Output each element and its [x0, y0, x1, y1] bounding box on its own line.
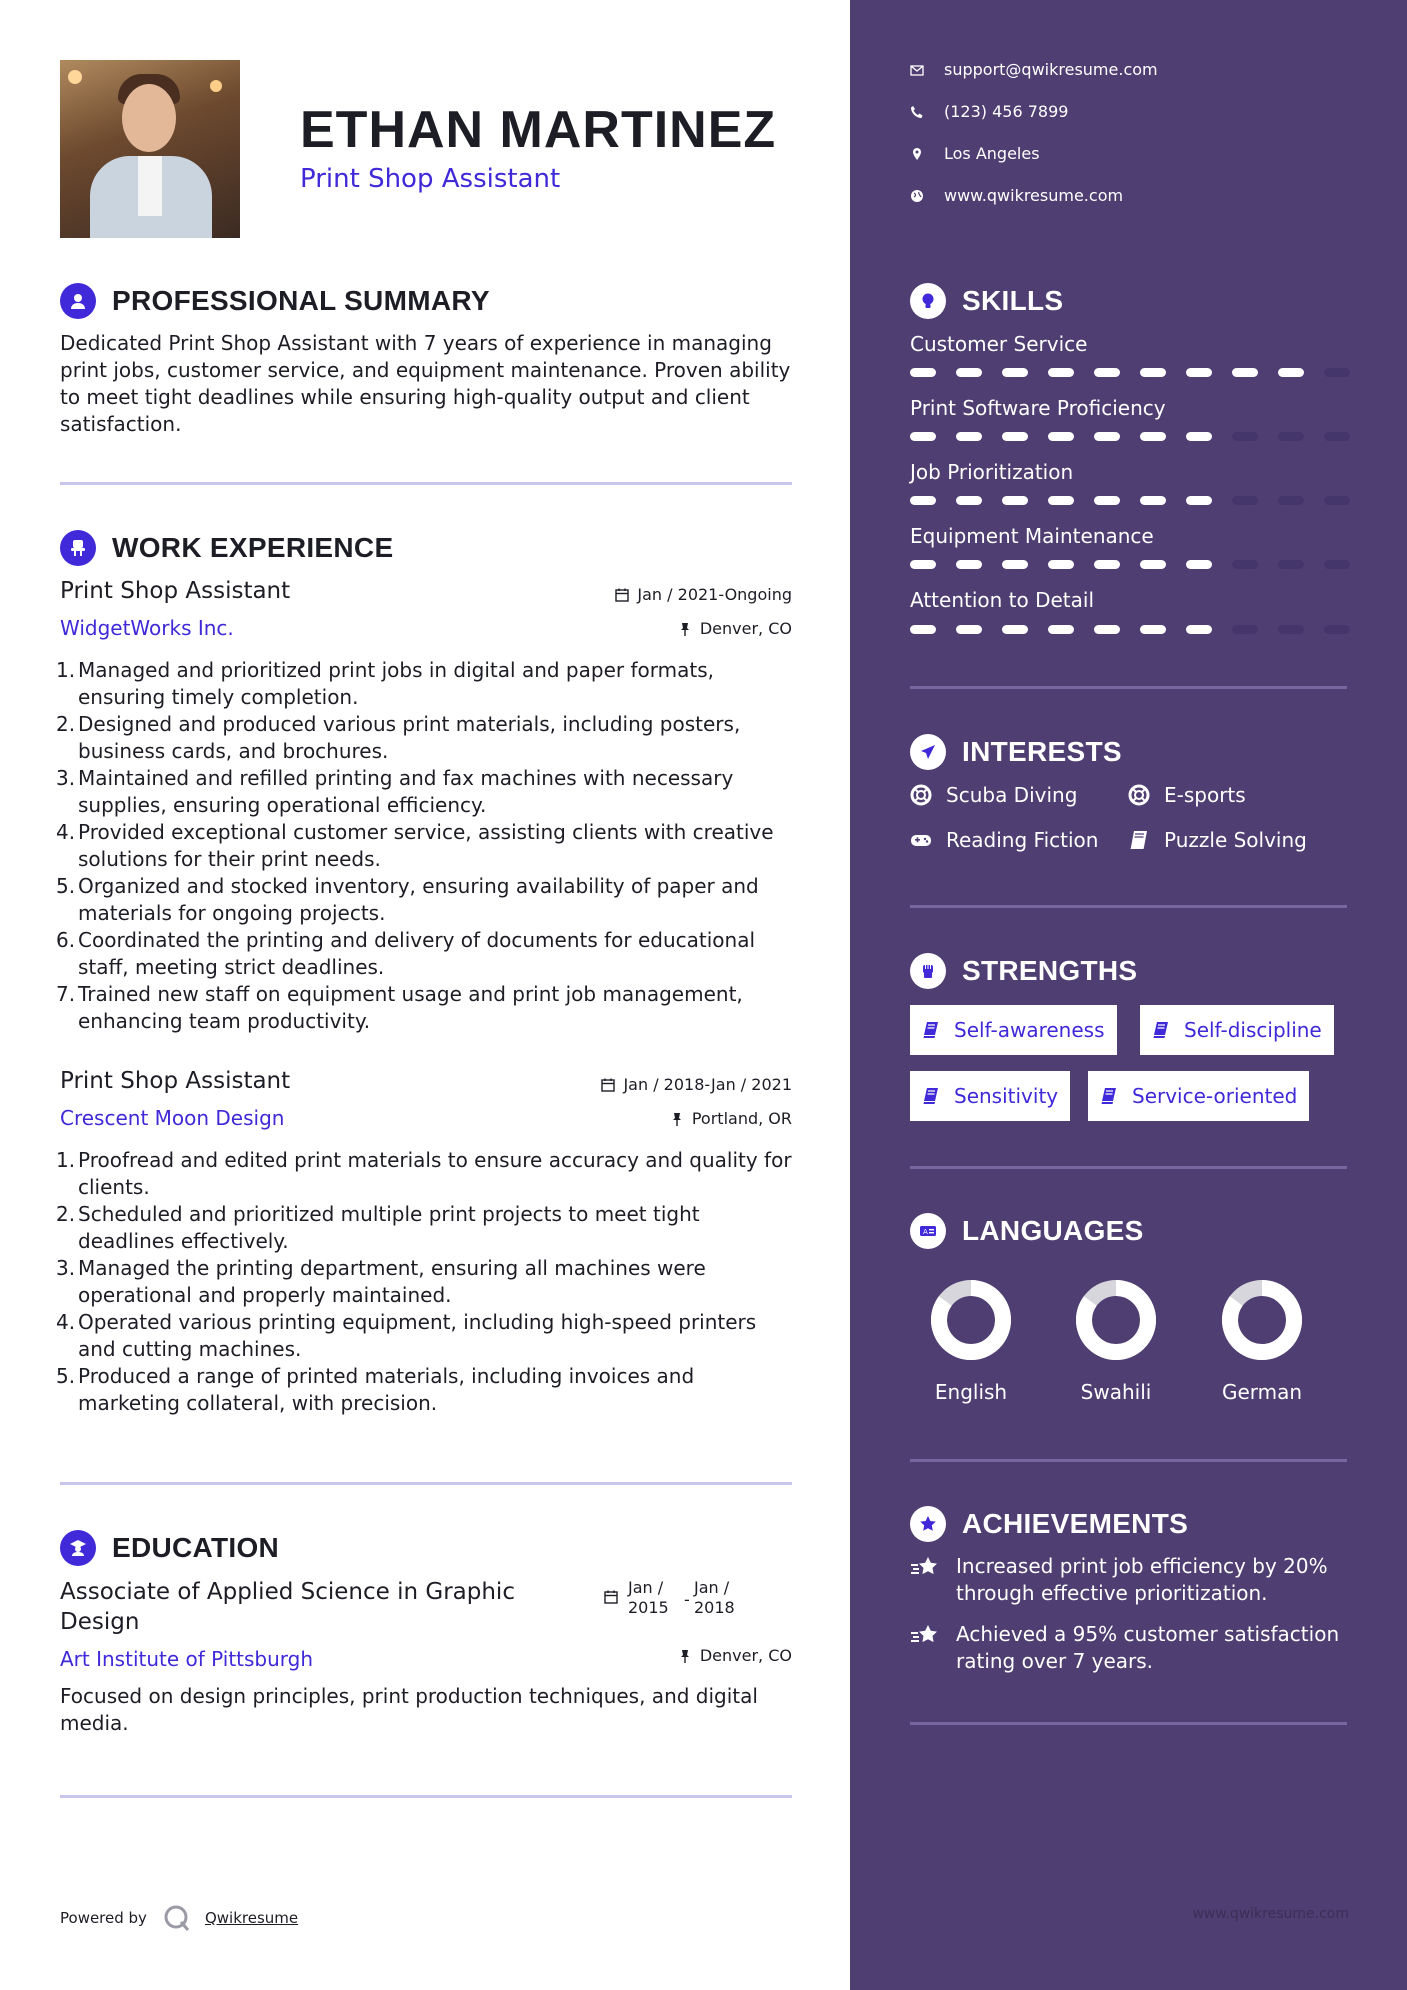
languages-heading: A LANGUAGES — [910, 1213, 1144, 1249]
education-description: Focused on design principles, print production techniques, and digital media. — [60, 1684, 758, 1735]
skill-name: Customer Service — [910, 332, 1088, 356]
summary-text: Dedicated Print Shop Assistant with 7 years of experience in managing print jobs, customer service, and equipment maintenance. Proven ability to meet tight deadlines while ensuring high-quality output and client satisfaction. — [60, 331, 791, 436]
map-pin-icon — [910, 147, 924, 161]
education-heading: EDUCATION — [60, 1530, 279, 1566]
job-duties — [56, 1147, 798, 1417]
strengths-heading: STRENGTHS — [910, 953, 1137, 989]
education-location: Denver, CO — [678, 1646, 792, 1665]
divider — [910, 1459, 1347, 1462]
qwikresume-link[interactable]: Qwikresume — [204, 1909, 299, 1927]
skill-dot-filled — [956, 368, 982, 377]
strength-chip: Sensitivity — [910, 1071, 1070, 1121]
book-icon — [1128, 829, 1150, 851]
skill-dot-filled — [910, 432, 936, 441]
skill-dot-empty — [1278, 496, 1304, 505]
list-item: 1. Managed and prioritized print jobs in digital and paper formats, ensuring timely completion. — [56, 658, 714, 709]
skill-dot-filled — [910, 496, 936, 505]
chair-icon — [60, 530, 96, 566]
skill-dot-filled — [1002, 496, 1028, 505]
list-item: 4. Operated various printing equipment, including high-speed printers and cutting machines. — [56, 1310, 757, 1361]
interest-item: Reading Fiction — [910, 828, 1098, 852]
skill-dot-empty — [1324, 432, 1350, 441]
globe-icon — [910, 189, 924, 203]
skill-dot-filled — [1186, 368, 1212, 377]
skill-dot-filled — [956, 560, 982, 569]
education-date: Jan / 2015 - Jan / 2018 — [604, 1578, 735, 1618]
sidebar — [850, 0, 1407, 1990]
skill-dot-filled — [1002, 560, 1028, 569]
language-level-ring — [929, 1278, 1013, 1362]
job-location: Portland, OR — [670, 1109, 792, 1128]
pin-icon — [678, 622, 692, 636]
lifebuoy-icon — [1128, 784, 1150, 806]
interests-heading: INTERESTS — [910, 734, 1122, 770]
skill-dot-empty — [1232, 496, 1258, 505]
skill-dot-filled — [1140, 432, 1166, 441]
skill-dot-filled — [956, 625, 982, 634]
skill-dot-empty — [1278, 560, 1304, 569]
skill-dot-filled — [1048, 560, 1074, 569]
profile-photo — [60, 60, 240, 238]
list-item: 2. Scheduled and prioritized multiple print projects to meet tight deadlines effectively. — [56, 1202, 700, 1253]
paper-plane-icon — [910, 734, 946, 770]
experience-heading: WORK EXPERIENCE — [60, 530, 393, 566]
calendar-icon — [604, 1590, 618, 1604]
list-item: 6. Coordinated the printing and delivery of documents for educational staff, meeting strict deadlines. — [56, 928, 756, 979]
pin-icon — [670, 1112, 684, 1126]
lightbulb-icon — [910, 283, 946, 319]
star-icon — [910, 1555, 940, 1583]
list-item: 1. Proofread and edited print materials to ensure accuracy and quality for clients. — [56, 1148, 792, 1199]
footer-website[interactable]: www.qwikresume.com — [1192, 1906, 1349, 1922]
strength-chip: Service-oriented — [1088, 1071, 1309, 1121]
user-icon — [60, 283, 96, 319]
candidate-name: ETHAN MARTINEZ — [300, 101, 777, 159]
language-item: Swahili — [1056, 1278, 1176, 1404]
skill-dot-filled — [1094, 368, 1120, 377]
skill-rating — [910, 432, 1350, 441]
translate-icon — [910, 1213, 946, 1249]
skill-dot-filled — [910, 560, 936, 569]
calendar-icon — [615, 588, 629, 602]
summary-heading: PROFESSIONAL SUMMARY — [60, 283, 490, 319]
divider — [910, 1166, 1347, 1169]
skill-dot-filled — [1048, 625, 1074, 634]
contact-website: www.qwikresume.com — [910, 186, 1123, 205]
company-name: Crescent Moon Design — [60, 1106, 285, 1130]
skill-name: Attention to Detail — [910, 588, 1095, 612]
skill-dot-filled — [1002, 625, 1028, 634]
list-item: 3. Maintained and refilled printing and fax machines with necessary supplies, ensuring operational efficiency. — [56, 766, 734, 817]
job-date: Jan / 2021-Ongoing — [615, 585, 792, 604]
skill-dot-filled — [956, 432, 982, 441]
graduate-icon — [60, 1530, 96, 1566]
company-name: WidgetWorks Inc. — [60, 616, 234, 640]
divider — [60, 482, 792, 485]
list-item: 4. Provided exceptional customer service, assisting clients with creative solutions for their print needs. — [56, 820, 774, 871]
skill-rating — [910, 496, 1350, 505]
star-icon — [910, 1623, 940, 1651]
school-name: Art Institute of Pittsburgh — [60, 1647, 314, 1671]
skill-dot-filled — [1002, 432, 1028, 441]
skills-heading: SKILLS — [910, 283, 1063, 319]
skill-dot-empty — [1278, 432, 1304, 441]
divider — [910, 1722, 1347, 1725]
skill-dot-filled — [1278, 368, 1304, 377]
footer-credit: Powered by Qwikresume — [60, 1904, 298, 1932]
job-title: Print Shop Assistant — [60, 578, 291, 604]
qwikresume-logo-icon — [163, 1904, 191, 1932]
divider — [910, 905, 1347, 908]
skill-dot-filled — [910, 368, 936, 377]
contact-email: support@qwikresume.com — [910, 60, 1158, 79]
list-item: 3. Managed the printing department, ensuring all machines were operational and properly maintained. — [56, 1256, 706, 1307]
skill-dot-filled — [1094, 625, 1120, 634]
job-duties — [56, 657, 798, 1035]
skill-rating — [910, 625, 1350, 634]
skill-name: Equipment Maintenance — [910, 524, 1154, 548]
language-level-ring — [1074, 1278, 1158, 1362]
skill-dot-filled — [1094, 496, 1120, 505]
gamepad-icon — [910, 829, 932, 851]
skill-dot-filled — [1140, 625, 1166, 634]
svg-text:A: A — [923, 1228, 928, 1236]
divider — [910, 686, 1347, 689]
interest-item: Puzzle Solving — [1128, 828, 1307, 852]
job-date: Jan / 2018-Jan / 2021 — [601, 1075, 792, 1094]
skill-rating — [910, 368, 1350, 377]
skill-name: Print Software Proficiency — [910, 396, 1166, 420]
skill-dot-filled — [1186, 560, 1212, 569]
list-item: 2. Designed and produced various print materials, including posters, business cards, and brochures. — [56, 712, 741, 763]
fist-icon — [910, 953, 946, 989]
skill-dot-filled — [1140, 560, 1166, 569]
language-item: English — [911, 1278, 1031, 1404]
skill-dot-filled — [1186, 496, 1212, 505]
skill-dot-filled — [956, 496, 982, 505]
skill-dot-empty — [1324, 368, 1350, 377]
list-item: 5. Organized and stocked inventory, ensuring availability of paper and materials for ongoing projects. — [56, 874, 759, 925]
book-icon — [922, 1021, 940, 1039]
skill-dot-empty — [1324, 560, 1350, 569]
skill-dot-filled — [1094, 432, 1120, 441]
skill-dot-filled — [1094, 560, 1120, 569]
skill-dot-empty — [1232, 625, 1258, 634]
star-badge-icon — [910, 1506, 946, 1542]
skill-dot-filled — [1140, 496, 1166, 505]
strength-chip: Self-awareness — [910, 1005, 1117, 1055]
book-icon — [1152, 1021, 1170, 1039]
divider — [60, 1795, 792, 1798]
list-item: 5. Produced a range of printed materials, including invoices and marketing collateral, with precision. — [56, 1364, 695, 1415]
skill-dot-empty — [1324, 625, 1350, 634]
contact-location: Los Angeles — [910, 144, 1040, 163]
skill-dot-empty — [1232, 432, 1258, 441]
list-item: 7. Trained new staff on equipment usage and print job management, enhancing team productivity. — [56, 982, 743, 1033]
divider — [60, 1482, 792, 1485]
calendar-icon — [601, 1078, 615, 1092]
interest-item: E-sports — [1128, 783, 1246, 807]
skill-dot-empty — [1324, 496, 1350, 505]
skill-name: Job Prioritization — [910, 460, 1074, 484]
achievements-heading: ACHIEVEMENTS — [910, 1506, 1188, 1542]
skill-dot-empty — [1278, 625, 1304, 634]
pin-icon — [678, 1649, 692, 1663]
lifebuoy-icon — [910, 784, 932, 806]
language-item: German — [1202, 1278, 1322, 1404]
skill-dot-filled — [1002, 368, 1028, 377]
skill-dot-filled — [1048, 496, 1074, 505]
achievement-item: Increased print job efficiency by 20% through effective prioritization. — [910, 1553, 1350, 1607]
candidate-title: Print Shop Assistant — [300, 164, 561, 194]
skill-dot-filled — [1186, 625, 1212, 634]
envelope-icon — [910, 63, 924, 77]
skill-dot-filled — [1048, 432, 1074, 441]
achievement-item: Achieved a 95% customer satisfaction rating over 7 years. — [910, 1621, 1350, 1675]
language-level-ring — [1220, 1278, 1304, 1362]
skill-dot-empty — [1232, 560, 1258, 569]
skill-dot-filled — [910, 625, 936, 634]
strength-chip: Self-discipline — [1140, 1005, 1334, 1055]
skill-dot-filled — [1232, 368, 1258, 377]
job-title: Print Shop Assistant — [60, 1068, 291, 1094]
job-location: Denver, CO — [678, 619, 792, 638]
skill-dot-filled — [1140, 368, 1166, 377]
phone-icon — [910, 105, 924, 119]
contact-phone: (123) 456 7899 — [910, 102, 1068, 121]
book-icon — [922, 1087, 940, 1105]
skill-dot-filled — [1186, 432, 1212, 441]
degree-title: Associate of Applied Science in Graphic Design — [60, 1579, 515, 1635]
interest-item: Scuba Diving — [910, 783, 1077, 807]
skill-dot-filled — [1048, 368, 1074, 377]
book-icon — [1100, 1087, 1118, 1105]
skill-rating — [910, 560, 1350, 569]
